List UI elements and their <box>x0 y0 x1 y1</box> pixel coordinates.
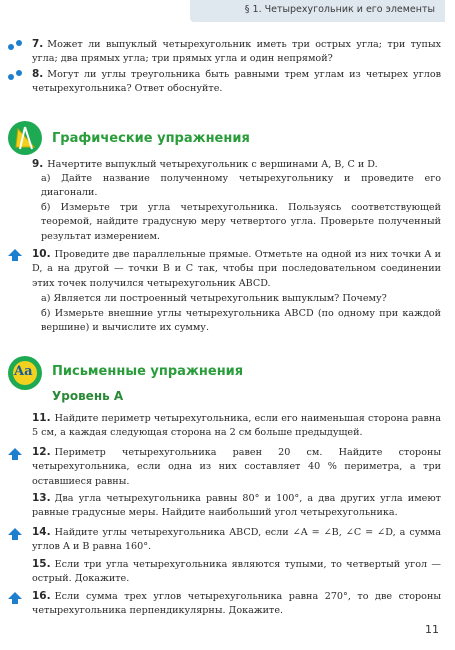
exercise-10: 10. Проведите две параллельные прямые. Отметьте на одной из них точки A и D, а на другой — точки B и C так, чтобы при последовательном соединении этих точек получился четырехугольник ABCD. <box>32 248 441 289</box>
arrow-up-icon <box>8 249 22 261</box>
arrow-up-icon <box>8 528 22 540</box>
section-title-written: Письменные упражнения <box>52 364 244 379</box>
exercise-7: 7. Может ли выпуклый четырехугольник иметь три острых угла; три тупых угла; два прямых угла; три прямых угла и один непрямой? <box>32 38 441 65</box>
exercise-9: 9. Начертите выпуклый четырехугольник с вершинами A, B, C и D. <box>32 158 378 170</box>
exercise-11: 11. Найдите периметр четырехугольника, если его наименьшая сторона равна 5 см, а каждая следующая сторона на 2 см больше предыдущей. <box>32 412 441 439</box>
exercise-8: 8. Могут ли углы треугольника быть равными трем углам из четырех углов четырехугольника? Ответ обоснуйте. <box>32 68 441 95</box>
page-number: 11 <box>425 623 439 636</box>
running-header-title: § 1. Четырехугольник и его элементы <box>244 4 435 15</box>
written-exercises-icon <box>8 356 42 390</box>
exercise-14: 14. Найдите углы четырехугольника ABCD, если ∠A = ∠B, ∠C = ∠D, а сумма углов A и B равна 160°. <box>32 526 441 553</box>
exercise-10b: б) Измерьте внешние углы четырехугольника ABCD (по одному при каждой вершине) и вычислите их сумму. <box>41 308 441 334</box>
exercise-12: 12. Периметр четырехугольника равен 20 см. Найдите стороны четырехугольника, если одна из них составляет 40 % периметра, а три оставшиеся равны. <box>32 446 441 487</box>
running-header <box>190 0 445 22</box>
difficulty-dots-icon <box>8 68 24 88</box>
written-icon-letters: Aa <box>14 364 33 379</box>
exercise-9b: б) Измерьте три угла четырехугольника. Пользуясь соответствующей теоремой, найдите градусную меру четвертого угла. Проверьте полученный результат измерением. <box>41 202 441 242</box>
compass-ruler-icon <box>8 121 42 155</box>
section-title-graphic: Графические упражнения <box>52 131 250 146</box>
exercise-16: 16. Если сумма трех углов четырехугольника равна 270°, то две стороны четырехугольника перпендикулярны. Докажите. <box>32 590 441 617</box>
exercise-15: 15. Если три угла четырехугольника являются тупыми, то четвертый угол — острый. Докажите. <box>32 558 441 585</box>
arrow-up-icon <box>8 448 22 460</box>
difficulty-dots-icon <box>8 38 24 58</box>
exercise-13: 13. Два угла четырехугольника равны 80° и 100°, а два других угла имеют равные градусные меры. Найдите наибольший угол четырехугольника. <box>32 492 441 519</box>
level-title: Уровень А <box>52 389 124 403</box>
exercise-10a: а) Является ли построенный четырехугольник выпуклым? Почему? <box>41 293 387 304</box>
exercise-9a: а) Дайте название полученному четырехугольнику и проведите его диагонали. <box>41 173 441 199</box>
arrow-up-icon <box>8 592 22 604</box>
